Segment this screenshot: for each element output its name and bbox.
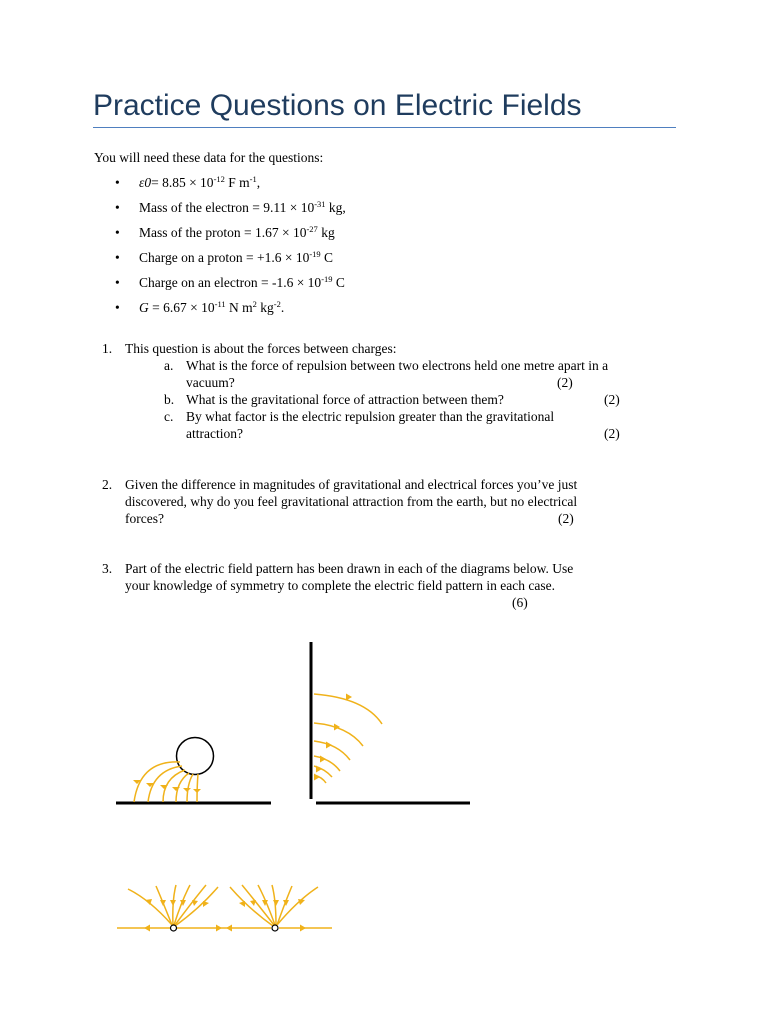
bullet: •: [115, 225, 120, 240]
arrow-head: [144, 925, 150, 932]
question-3-marks: (6): [512, 595, 528, 610]
arrow-head: [298, 899, 305, 905]
field-line: [197, 774, 198, 802]
arrow-head: [216, 925, 222, 932]
arrow-head: [320, 756, 326, 763]
arrow-head: [346, 694, 352, 701]
field-line: [156, 886, 172, 925]
question-2-line-1: Given the difference in magnitudes of gravitational and electrical forces you’ve just: [125, 477, 578, 492]
field-line: [277, 886, 292, 925]
arrow-head: [300, 925, 306, 932]
question-1b-line-1: What is the gravitational force of attraction between them?: [186, 392, 504, 407]
diagram-two-charges: [117, 885, 332, 932]
bullet: •: [115, 250, 120, 265]
arrow-head: [172, 787, 180, 791]
question-3-number: 3.: [102, 561, 113, 576]
question-2-marks: (2): [558, 511, 574, 526]
question-3-line-2: your knowledge of symmetry to complete the electric field pattern in each case.: [125, 578, 555, 593]
question-2-line-2: discovered, why do you feel gravitational attraction from the earth, but no electrical: [125, 494, 578, 509]
field-line: [230, 887, 273, 926]
question-1b-marks: (2): [604, 392, 620, 407]
arrow-head: [192, 900, 198, 906]
question-1-number: 1.: [102, 341, 113, 356]
point-charge-right: [272, 925, 278, 931]
intro-text: You will need these data for the questions:: [94, 150, 324, 165]
field-line: [258, 885, 275, 925]
field-line: [174, 885, 190, 925]
bullet: •: [115, 200, 120, 215]
arrow-head: [160, 785, 168, 789]
point-charge-left: [171, 925, 177, 931]
arrow-head: [250, 900, 256, 906]
question-1c-letter: c.: [164, 409, 174, 424]
field-line: [175, 887, 218, 926]
arrow-head: [193, 789, 201, 793]
question-3-line-1: Part of the electric field pattern has been drawn in each of the diagrams below. Use: [125, 561, 574, 576]
diagram-sphere-plate: [116, 738, 271, 804]
arrow-head: [326, 742, 332, 749]
arrow-head: [273, 900, 279, 906]
arrow-head: [183, 788, 191, 792]
question-1a-line-1: What is the force of repulsion between two electrons held one metre apart in a: [186, 358, 609, 373]
question-1c-line-1: By what factor is the electric repulsion greater than the gravitational: [186, 409, 555, 424]
question-1c-line-2: attraction?: [186, 426, 243, 441]
arrow-head: [316, 766, 322, 773]
arrow-head: [170, 900, 176, 906]
diagram-perpendicular-plates: [311, 642, 470, 803]
question-1a-marks: (2): [557, 375, 573, 390]
data-item-gravitational-constant: • $G = 6.67 \times 10^{-11}$ N $m^2$ $kg^{-2}$.: [115, 299, 285, 315]
question-2-number: 2.: [102, 477, 113, 492]
data-item-proton-charge: • Charge on a proton = $+1.6 \times 10^{-19}$ C: [115, 249, 334, 265]
data-item-epsilon: • $\varepsilon 0= 8.85 \times 10^{-12}$ F $m^{-1}$,: [115, 174, 261, 190]
question-1b-letter: b.: [164, 392, 175, 407]
question-1a-line-2: vacuum?: [186, 375, 235, 390]
arrow-head: [334, 724, 340, 731]
arrow-head: [239, 901, 245, 907]
bullet: •: [115, 300, 120, 315]
arrow-head: [226, 925, 232, 932]
page-title: Practice Questions on Electric Fields: [93, 89, 582, 122]
data-item-electron-charge: • Charge on an electron = $-1.6 \times 10^{-19}$ C: [115, 274, 345, 290]
question-1-text: This question is about the forces between charges:: [125, 341, 397, 356]
arrow-head: [314, 774, 320, 781]
arrow-head: [160, 900, 166, 906]
bullet: •: [115, 175, 120, 190]
question-2-line-3: forces?: [125, 511, 164, 526]
charged-sphere: [177, 738, 214, 775]
data-item-electron-mass: • Mass of the electron = $9.11 \times 10^{-31}$ kg,: [115, 199, 346, 215]
question-1c-marks: (2): [604, 426, 620, 441]
bullet: •: [115, 275, 120, 290]
data-item-proton-mass: • Mass of the proton = $1.67 \times 10^{-27}$ kg: [115, 224, 335, 240]
field-line: [277, 887, 318, 925]
question-1a-letter: a.: [164, 358, 174, 373]
arrow-head: [203, 901, 209, 907]
